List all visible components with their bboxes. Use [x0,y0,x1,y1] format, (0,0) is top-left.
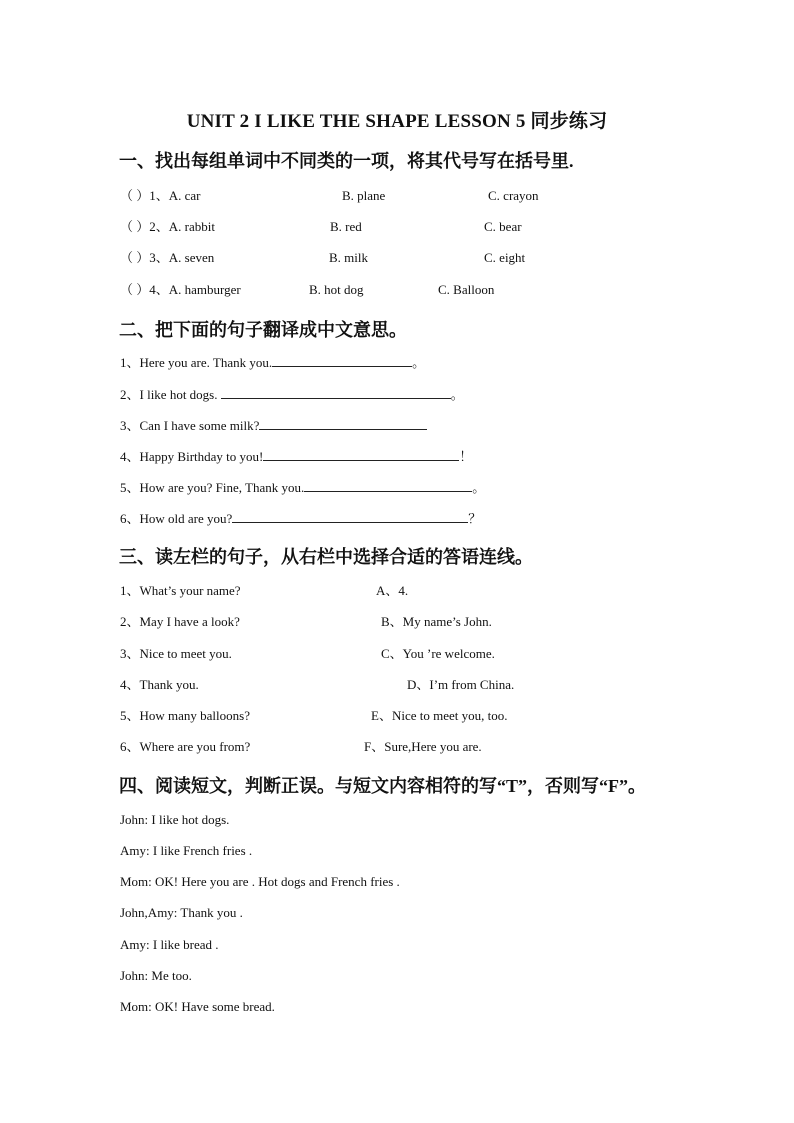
s3-left-5: 5、How many balloons? [120,708,250,723]
s3-right-4: D、I’m from China. [407,677,515,692]
s2-item5-answer-blank[interactable] [304,479,472,492]
s3-right-1: A、4. [376,583,409,598]
s1-item4-b: B. hot dog [309,282,364,297]
s4-line-3: Mom: OK! Here you are . Hot dogs and French fries . [120,874,400,889]
s2-item1 [120,354,425,371]
s2-item1-end: 。 [412,355,426,370]
s1-item4-a: （ ）4、A. hamburger [120,282,241,297]
s2-item4-end: ！ [459,449,473,464]
s4-line-7: Mom: OK! Have some bread. [120,999,275,1014]
s3-left-3: 3、Nice to meet you. [120,646,232,661]
s2-item5-end: 。 [472,480,486,495]
s1-item3-c: C. eight [484,250,526,265]
s2-item6-answer-blank[interactable] [232,510,468,523]
s2-item2-answer-blank[interactable] [221,386,451,399]
s2-item2 [120,386,464,403]
s3-left-2: 2、May I have a look? [120,614,240,629]
s3-right-6: F、Sure,Here you are. [364,739,482,754]
s2-item4-text: 4、Happy Birthday to you! [120,449,264,464]
s4-line-6: John: Me too. [120,968,192,983]
s3-right-3: C、You ’re welcome. [381,646,495,661]
page-title: UNIT 2 I LIKE THE SHAPE LESSON 5 同步练习 [186,111,608,132]
s4-line-5: Amy: I like bread . [120,937,219,952]
s3-left-6: 6、Where are you from? [120,739,251,754]
s2-item1-answer-blank[interactable] [272,354,412,367]
section1-heading: 一、找出每组单词中不同类的一项，将其代号写在括号里. [119,151,574,171]
s2-item4 [120,448,472,465]
section3-heading: 三、读左栏的句子，从右栏中选择合适的答语连线。 [119,547,533,567]
s2-item1-text: 1、Here you are. Thank you. [120,355,273,370]
s2-item2-end: 。 [450,387,464,402]
s3-right-2: B、My name’s John. [381,614,492,629]
s1-item2-b: B. red [330,219,362,234]
section2-heading: 二、把下面的句子翻译成中文意思。 [119,320,407,340]
s4-line-2: Amy: I like French fries . [120,843,253,858]
s1-item2-a: （ ）2、A. rabbit [120,219,215,234]
s2-item2-text: 2、I like hot dogs. [120,387,221,402]
s3-right-5: E、Nice to meet you, too. [371,708,508,723]
s2-item6-end: ？ [468,511,482,526]
s3-left-1: 1、What’s your name? [120,583,241,598]
s1-item1-a: （ ）1、A. car [120,188,201,203]
s1-item2-c: C. bear [484,219,522,234]
s1-item3-a: （ ）3、A. seven [120,250,215,265]
section4-heading: 四、阅读短文，判断正误。与短文内容相符的写“T”，否则写“F”。 [119,776,646,796]
s2-item4-answer-blank[interactable] [263,448,459,461]
s1-item1-c: C. crayon [488,188,539,203]
s2-item6-text: 6、How old are you? [120,511,233,526]
s2-item6 [120,510,481,527]
s1-item4-c: C. Balloon [438,282,495,297]
s3-left-4: 4、Thank you. [120,677,199,692]
s2-item3-text: 3、Can I have some milk? [120,418,260,433]
s2-item5 [120,479,485,496]
s2-item5-text: 5、How are you? Fine, Thank you. [120,480,305,495]
s2-item3-answer-blank[interactable] [259,417,427,430]
s4-line-1: John: I like hot dogs. [120,812,230,827]
s2-item3 [120,417,427,434]
s1-item3-b: B. milk [329,250,369,265]
s1-item1-b: B. plane [342,188,386,203]
s4-line-4: John,Amy: Thank you . [120,905,243,920]
